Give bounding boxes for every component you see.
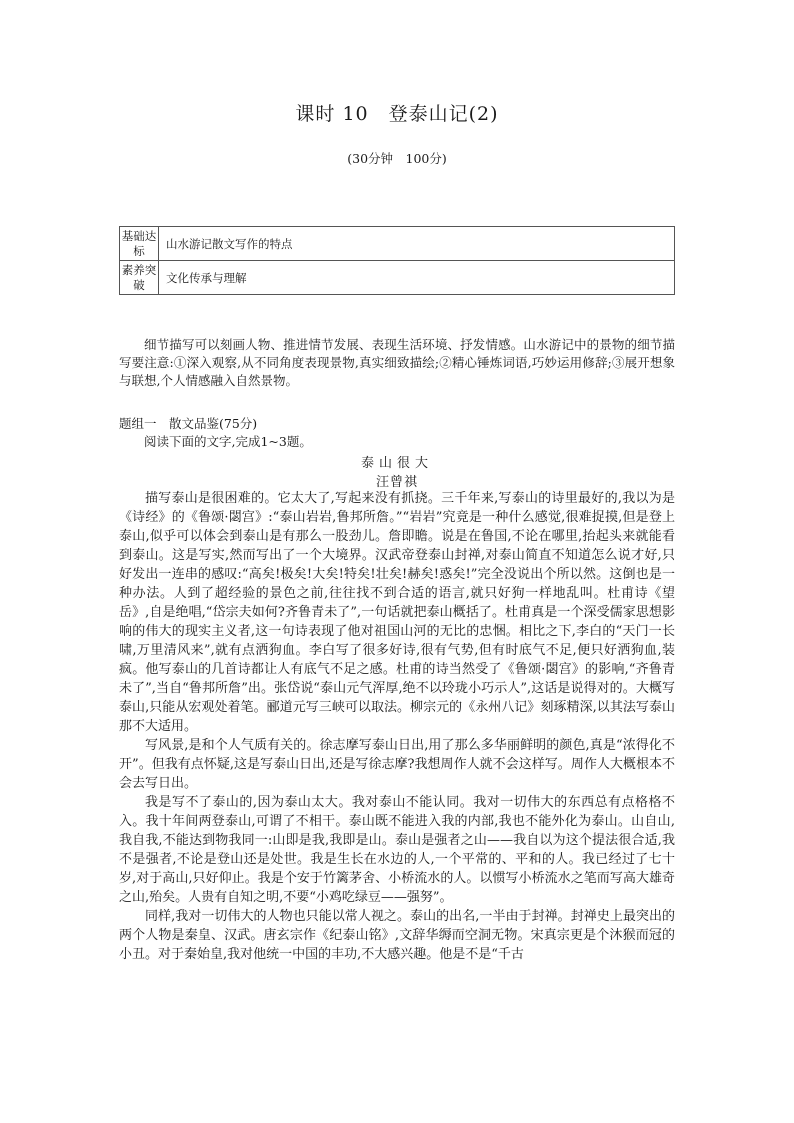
intro-paragraph: 细节描写可以刻画人物、推进情节发展、表现生活环境、抒发情感。山水游记中的景物的细节描写要注意:①深入观察,从不同角度表现景物,真实细致描绘;②精心锤炼词语,巧妙运用修辞;③展开想象与联想,个人情感融入自然景物。: [119, 337, 675, 388]
goals-value-advanced: 文化传承与理解: [159, 261, 675, 295]
goals-label-advanced: 素养突破: [120, 261, 159, 295]
section-instruction: 阅读下面的文字,完成1~3题。: [144, 434, 312, 449]
page-subtitle: (30分钟 100分): [347, 151, 447, 166]
section-heading: 题组一 散文品鉴(75分): [119, 416, 258, 431]
essay-paragraph: 同样,我对一切伟大的人物也只能以常人视之。泰山的出名,一半由于封禅。封禅史上最突出的两个人物是秦皇、汉武。唐玄宗作《纪泰山铭》,文辞华缛而空洞无物。宋真宗更是个沐猴而冠的小丑。对于秦始皇,我对他统一中国的丰功,不大感兴趣。他是不是“千古: [119, 909, 675, 962]
goals-row: [120, 261, 675, 295]
goals-table: [119, 226, 675, 295]
essay-paragraph: 描写泰山是很困难的。它太大了,写起来没有抓挠。三千年来,写泰山的诗里最好的,我以为是《诗经》的《鲁颂·閟宫》:“泰山岩岩,鲁邦所詹。”“岩岩”究竟是一种什么感觉,很难捉摸,但是登上泰山,似乎可以体会到泰山是有那么一股劲儿。詹即瞻。说是在鲁国,不论在哪里,抬起头来就能看到泰山。这是写实,然而写出了一个大境界。汉武帝登泰山封禅,对泰山简直不知道怎么说才好,只好发出一连串的感叹:“高矣!极矣!大矣!特矣!壮矣!赫矣!惑矣!”完全没说出个所以然。这倒也是一种办法。人到了超经验的景色之前,往往找不到合适的语言,就只好狗一样地乱叫。杜甫诗《望岳》,自是绝唱,“岱宗夫如何?齐鲁青未了”,一句话就把泰山概括了。杜甫真是一个深受儒家思想影响的伟大的现实主义者,这一句诗表现了他对祖国山河的无比的忠悃。相比之下,李白的“天门一长啸,万里清风来”,就有点洒狗血。李白写了很多好诗,很有气势,但有时底气不足,便只好洒狗血,装疯。他写泰山的几首诗都让人有底气不足之感。杜甫的诗当然受了《鲁颂·閟宫》的影响,“齐鲁青未了”,当自“鲁邦所詹”出。张岱说“泰山元气浑厚,绝不以玲珑小巧示人”,这话是说得对的。大概写泰山,只能从宏观处着笔。郦道元写三峡可以取法。柳宗元的《永州八记》刻琢精深,以其法写泰山那不大适用。: [119, 491, 675, 734]
goals-label-basic: 基础达标: [120, 227, 159, 261]
essay-title: 泰山很大: [360, 456, 433, 471]
goals-value-basic: 山水游记散文写作的特点: [159, 227, 675, 261]
essay-paragraph: 我是写不了泰山的,因为泰山太大。我对泰山不能认同。我对一切伟大的东西总有点格格不入。我十年间两登泰山,可谓了不相干。泰山既不能进入我的内部,我也不能外化为泰山。山自山,我自我,不能达到物我同一:山即是我,我即是山。泰山是强者之山——我自以为这个提法很合适,我不是强者,不论是登山还是处世。我是生长在水边的人,一个平常的、平和的人。我已经过了七十岁,对于高山,只好仰止。我是个安于竹篱茅舍、小桥流水的人。以惯写小桥流水之笔而写高大雄奇之山,殆矣。人贵有自知之明,不要“小鸡吃绿豆——强努”。: [119, 795, 675, 905]
essay-body: [119, 489, 675, 964]
essay-author: 汪曾祺: [375, 475, 418, 490]
goals-row: [120, 227, 675, 261]
page-title: 课时 10 登泰山记(2): [295, 103, 499, 125]
essay-paragraph: 写风景,是和个人气质有关的。徐志摩写泰山日出,用了那么多华丽鲜明的颜色,真是“浓得化不开”。但我有点怀疑,这是写泰山日出,还是写徐志摩?我想周作人就不会这样写。周作人大概根本不会去写日出。: [119, 738, 675, 791]
